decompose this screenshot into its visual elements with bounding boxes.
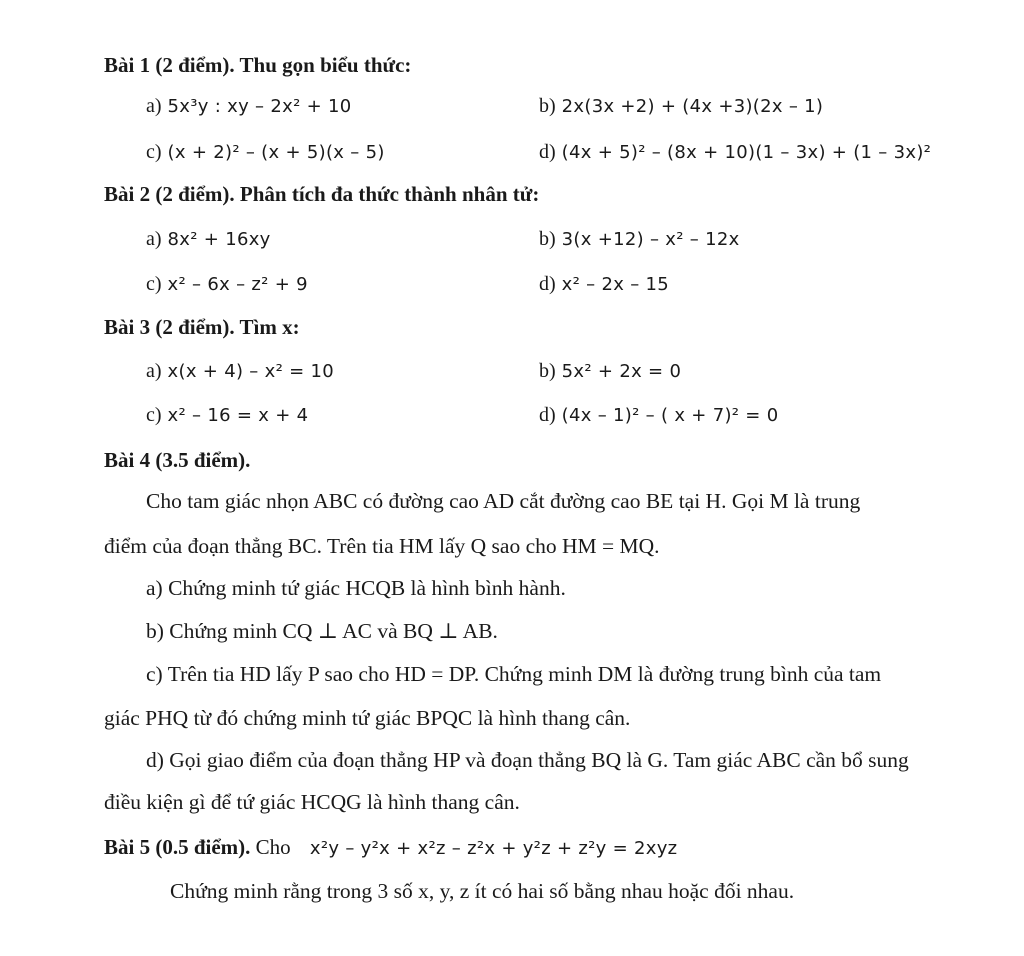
- bai1-item-c: [146, 141, 385, 162]
- item-label: a): [146, 228, 162, 250]
- bai5-line2: Chứng minh rằng trong 3 số x, y, z ít có hai số bằng nhau hoặc đối nhau.: [170, 879, 795, 903]
- bai3-item-a: [146, 360, 334, 381]
- bai2-item-a: [146, 228, 271, 249]
- item-label: d): [539, 404, 556, 426]
- bai4-part-a: a) Chứng minh tứ giác HCQB là hình bình hành.: [146, 576, 566, 600]
- bai5-cho: Cho: [255, 835, 291, 859]
- expression: x(x + 4) – x² = 10: [167, 361, 335, 382]
- expression: 8x² + 16xy: [167, 229, 271, 250]
- expression: (x + 2)² – (x + 5)(x – 5): [167, 142, 385, 163]
- bai3-item-c: [146, 404, 308, 425]
- bai1-heading: Bài 1 (2 điểm). Thu gọn biểu thức:: [104, 53, 412, 77]
- item-label: c): [146, 141, 162, 163]
- item-label: d): [539, 141, 556, 163]
- bai3-item-d: [539, 404, 778, 425]
- expression: x² – 2x – 15: [561, 274, 670, 295]
- item-label: a): [146, 360, 162, 382]
- expression: (4x – 1)² – ( x + 7)² = 0: [561, 405, 779, 426]
- bai4-part-c-line2: giác PHQ từ đó chứng minh tứ giác BPQC là hình thang cân.: [104, 706, 631, 730]
- bai1-item-b: [539, 95, 823, 116]
- bai4-intro-line1: Cho tam giác nhọn ABC có đường cao AD cắt đường cao BE tại H. Gọi M là trung: [146, 489, 861, 513]
- expression: 5x³y : xy – 2x² + 10: [167, 96, 352, 117]
- expression: (4x + 5)² – (8x + 10)(1 – 3x) + (1 – 3x)²: [561, 142, 932, 163]
- item-label: a): [146, 95, 162, 117]
- expression: 5x² + 2x = 0: [561, 361, 682, 382]
- item-label: b): [539, 95, 556, 117]
- bai2-item-b: [539, 228, 740, 249]
- bai4-heading: Bài 4 (3.5 điểm).: [104, 448, 251, 472]
- expression: 3(x +12) – x² – 12x: [561, 229, 740, 250]
- bai5-line1: [104, 837, 677, 858]
- bai2-heading: Bài 2 (2 điểm). Phân tích đa thức thành nhân tử:: [104, 182, 540, 206]
- bai5-heading: Bài 5 (0.5 điểm).: [104, 835, 251, 859]
- item-label: b): [539, 360, 556, 382]
- bai2-item-d: [539, 273, 669, 294]
- item-label: d): [539, 273, 556, 295]
- bai4-intro-line2: điểm của đoạn thẳng BC. Trên tia HM lấy Q sao cho HM = MQ.: [104, 534, 660, 558]
- item-label: b): [539, 228, 556, 250]
- expression: x² – 6x – z² + 9: [167, 274, 308, 295]
- bai3-item-b: [539, 360, 681, 381]
- bai5-expression: x²y – y²x + x²z – z²x + y²z + z²y = 2xyz: [309, 838, 678, 859]
- bai4-part-b: b) Chứng minh CQ ⊥ AC và BQ ⊥ AB.: [146, 619, 498, 643]
- expression: x² – 16 = x + 4: [167, 405, 309, 426]
- item-label: c): [146, 404, 162, 426]
- item-label: c): [146, 273, 162, 295]
- bai3-heading: Bài 3 (2 điểm). Tìm x:: [104, 315, 300, 339]
- bai2-item-c: [146, 273, 308, 294]
- bai4-part-c-line1: c) Trên tia HD lấy P sao cho HD = DP. Chứng minh DM là đường trung bình của tam: [146, 662, 882, 686]
- bai1-item-a: [146, 95, 352, 116]
- bai4-part-d-line1: d) Gọi giao điểm của đoạn thẳng HP và đoạn thẳng BQ là G. Tam giác ABC cần bổ sung: [146, 748, 909, 772]
- bai4-part-d-line2: điều kiện gì để tứ giác HCQG là hình thang cân.: [104, 790, 520, 814]
- bai1-item-d: [539, 141, 931, 162]
- expression: 2x(3x +2) + (4x +3)(2x – 1): [561, 96, 824, 117]
